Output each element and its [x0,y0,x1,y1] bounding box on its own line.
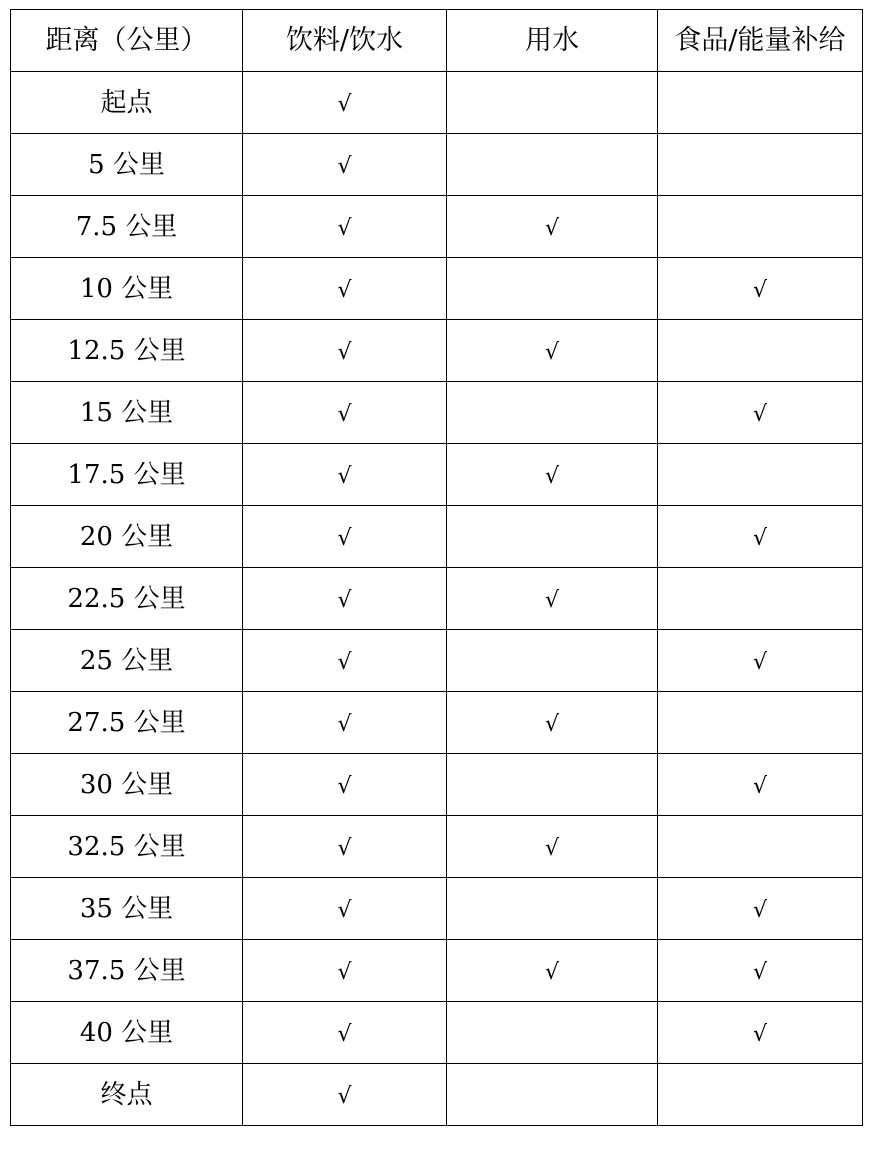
distance-label: 20 公里 [79,521,174,552]
cell-drinks [243,878,447,940]
cell-water [447,444,658,506]
cell-distance [11,630,243,692]
cell-food [658,444,863,506]
distance-label: 40 公里 [79,1017,174,1048]
check-mark: √ [337,339,352,365]
check-mark: √ [337,897,352,923]
cell-distance [11,320,243,382]
cell-distance [11,940,243,1002]
cell-distance [11,816,243,878]
cell-water [447,134,658,196]
cell-drinks [243,816,447,878]
header-drinks: 饮料/饮水 [243,10,447,72]
table-row [11,320,863,382]
check-mark: √ [752,897,768,923]
distance-label: 终点 [100,1079,153,1110]
cell-water [447,630,658,692]
table-row [11,754,863,816]
cell-drinks [243,630,447,692]
table-row [11,1002,863,1064]
table-header [11,10,863,72]
cell-food [658,72,863,134]
cell-drinks [243,568,447,630]
distance-label: 15 公里 [79,397,174,428]
check-mark: √ [337,277,352,303]
check-mark: √ [752,1021,768,1047]
cell-water [447,816,658,878]
cell-distance [11,382,243,444]
cell-food [658,692,863,754]
cell-water [447,196,658,258]
cell-food [658,320,863,382]
distance-label: 32.5 公里 [67,831,186,862]
cell-food [658,134,863,196]
check-mark: √ [337,1021,352,1047]
table-row [11,692,863,754]
check-mark: √ [544,339,560,365]
cell-water [447,1064,658,1126]
cell-food [658,382,863,444]
check-mark: √ [337,153,352,179]
table-row [11,444,863,506]
cell-food [658,568,863,630]
cell-water [447,382,658,444]
cell-distance [11,506,243,568]
check-mark: √ [752,277,768,303]
check-mark: √ [544,711,560,737]
check-mark: √ [752,959,768,985]
table-row [11,878,863,940]
cell-distance [11,134,243,196]
cell-distance [11,196,243,258]
cell-drinks [243,320,447,382]
table-row [11,816,863,878]
cell-food [658,754,863,816]
check-mark: √ [752,401,768,427]
check-mark: √ [544,835,560,861]
cell-distance [11,692,243,754]
cell-drinks [243,506,447,568]
distance-label: 5 公里 [88,149,165,180]
distance-label: 35 公里 [79,893,174,924]
distance-label: 27.5 公里 [67,707,186,738]
check-mark: √ [337,1083,352,1109]
check-mark: √ [337,91,352,117]
distance-label: 起点 [100,87,153,118]
table-row [11,196,863,258]
cell-distance [11,1064,243,1126]
check-mark: √ [337,463,352,489]
distance-label: 37.5 公里 [67,955,186,986]
header-distance: 距离（公里） [11,10,243,72]
distance-label: 22.5 公里 [67,583,186,614]
check-mark: √ [752,773,768,799]
supply-station-table [10,9,863,1126]
cell-drinks [243,196,447,258]
check-mark: √ [544,215,560,241]
cell-drinks [243,382,447,444]
header-food: 食品/能量补给 [658,10,863,72]
cell-drinks [243,692,447,754]
cell-water [447,258,658,320]
cell-distance [11,444,243,506]
check-mark: √ [752,649,768,675]
cell-drinks [243,1002,447,1064]
cell-water [447,754,658,816]
cell-water [447,72,658,134]
table-row [11,568,863,630]
table-row [11,258,863,320]
cell-water [447,506,658,568]
cell-drinks [243,754,447,816]
table-row [11,72,863,134]
cell-drinks [243,134,447,196]
check-mark: √ [337,215,352,241]
cell-distance [11,1002,243,1064]
cell-food [658,1002,863,1064]
distance-label: 17.5 公里 [67,459,186,490]
distance-label: 10 公里 [79,273,174,304]
cell-water [447,940,658,1002]
check-mark: √ [337,401,352,427]
cell-distance [11,72,243,134]
check-mark: √ [337,773,352,799]
cell-drinks [243,444,447,506]
cell-water [447,320,658,382]
check-mark: √ [544,959,560,985]
cell-food [658,196,863,258]
check-mark: √ [337,959,352,985]
cell-drinks [243,258,447,320]
table-body [11,72,863,1126]
table-row [11,630,863,692]
cell-distance [11,568,243,630]
cell-food [658,940,863,1002]
distance-label: 30 公里 [79,769,174,800]
table-row [11,1064,863,1126]
distance-label: 7.5 公里 [75,211,178,242]
table-row [11,382,863,444]
cell-water [447,568,658,630]
check-mark: √ [337,525,352,551]
cell-water [447,692,658,754]
check-mark: √ [752,525,768,551]
table-row [11,506,863,568]
cell-drinks [243,72,447,134]
cell-food [658,1064,863,1126]
check-mark: √ [337,649,352,675]
cell-food [658,816,863,878]
header-water: 用水 [447,10,658,72]
cell-food [658,258,863,320]
cell-drinks [243,1064,447,1126]
cell-water [447,1002,658,1064]
cell-food [658,506,863,568]
cell-drinks [243,940,447,1002]
table-row [11,134,863,196]
cell-distance [11,258,243,320]
distance-label: 12.5 公里 [67,335,186,366]
distance-label: 25 公里 [79,645,174,676]
cell-distance [11,754,243,816]
cell-distance [11,878,243,940]
cell-food [658,630,863,692]
table-header-row [11,10,863,72]
check-mark: √ [544,463,560,489]
cell-water [447,878,658,940]
check-mark: √ [337,711,352,737]
table-row [11,940,863,1002]
cell-food [658,878,863,940]
check-mark: √ [337,835,352,861]
check-mark: √ [337,587,352,613]
check-mark: √ [544,587,560,613]
